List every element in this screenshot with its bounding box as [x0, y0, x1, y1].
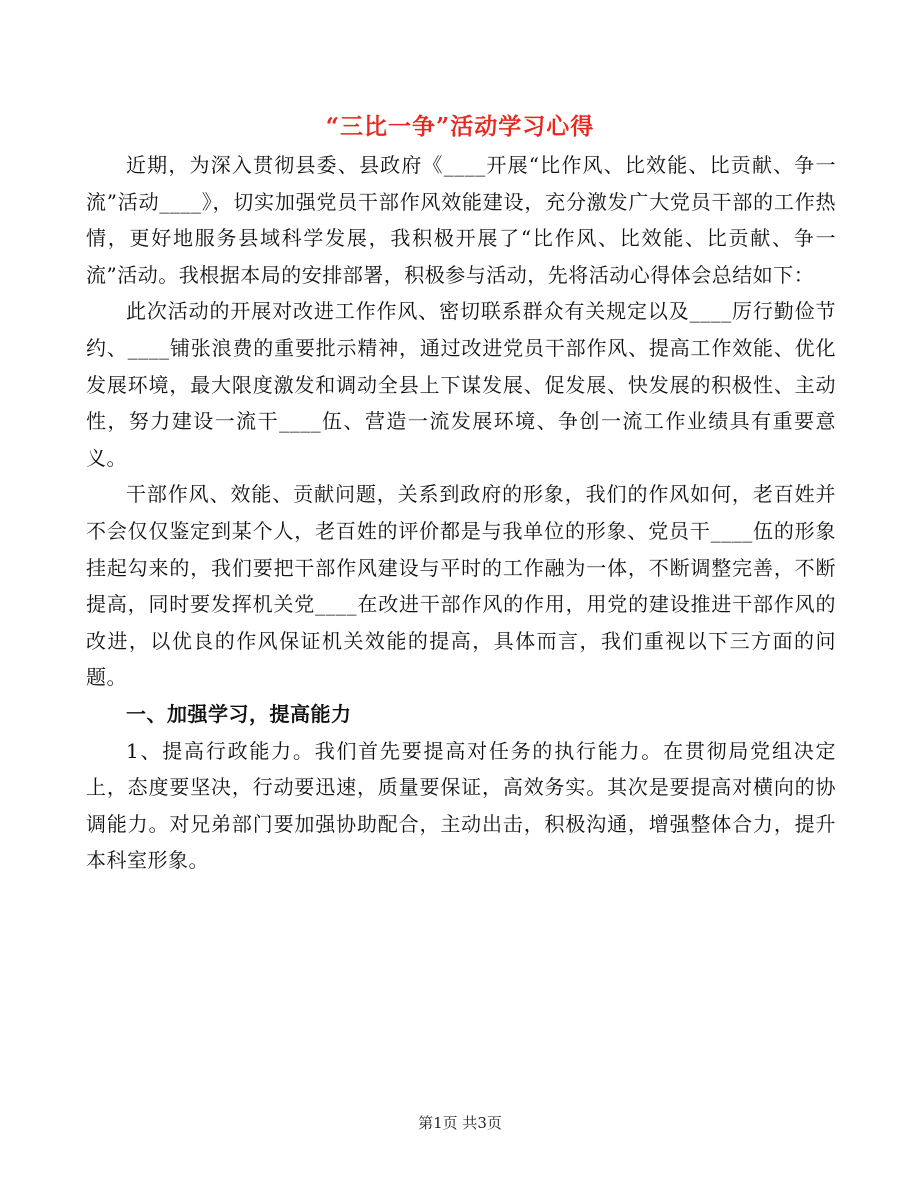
- paragraph-admin-ability: 1、提高行政能力。我们首先要提高对任务的执行能力。在贯彻局党组决定上，态度要坚决，行动要迅速，质量要保证，高效务实。其次是要提高对横向的协调能力。对兄弟部门要加强协助配合，主动出击，积极沟通，增强整体合力，提升本科室形象。: [86, 738, 836, 873]
- document-title: “三比一争”活动学习心得: [325, 113, 595, 140]
- section-heading: 一、加强学习，提高能力: [126, 701, 352, 726]
- paragraph-significance: 此次活动的开展对改进工作作风、密切联系群众有关规定以及____厉行勤俭节约、____铺张浪费的重要批示精神，通过改进党员干部作风、提高工作效能、优化发展环境，最大限度激发和调动全县上下谋发展、促发展、快发展的积极性、主动性，努力建设一流干____伍、营造一流发展环境、争创一流工作业绩具有重要意义。: [86, 299, 836, 470]
- document-body: [86, 147, 836, 879]
- page-number: 第1页 共3页: [418, 1114, 502, 1132]
- paragraph-intro: 近期，为深入贯彻县委、县政府《____开展“比作风、比效能、比贡献、争一流”活动____》，切实加强党员干部作风效能建设，充分激发广大党员干部的工作热情，更好地服务县域科学发展，我积极开展了“比作风、比效能、比贡献、争一流”活动。我根据本局的安排部署，积极参与活动，先将活动心得体会总结如下：: [86, 153, 836, 287]
- paragraph-cadre-style: 干部作风、效能、贡献问题，关系到政府的形象，我们的作风如何，老百姓并不会仅仅鉴定到某个人，老百姓的评价都是与我单位的形象、党员干____伍的形象挂起勾来的，我们要把干部作风建设与平时的工作融为一体，不断调整完善，不断提高，同时要发挥机关党____在改进干部作风的作用，用党的建设推进干部作风的改进，以优良的作风保证机关效能的提高，具体而言，我们重视以下三方面的问题。: [86, 482, 836, 690]
